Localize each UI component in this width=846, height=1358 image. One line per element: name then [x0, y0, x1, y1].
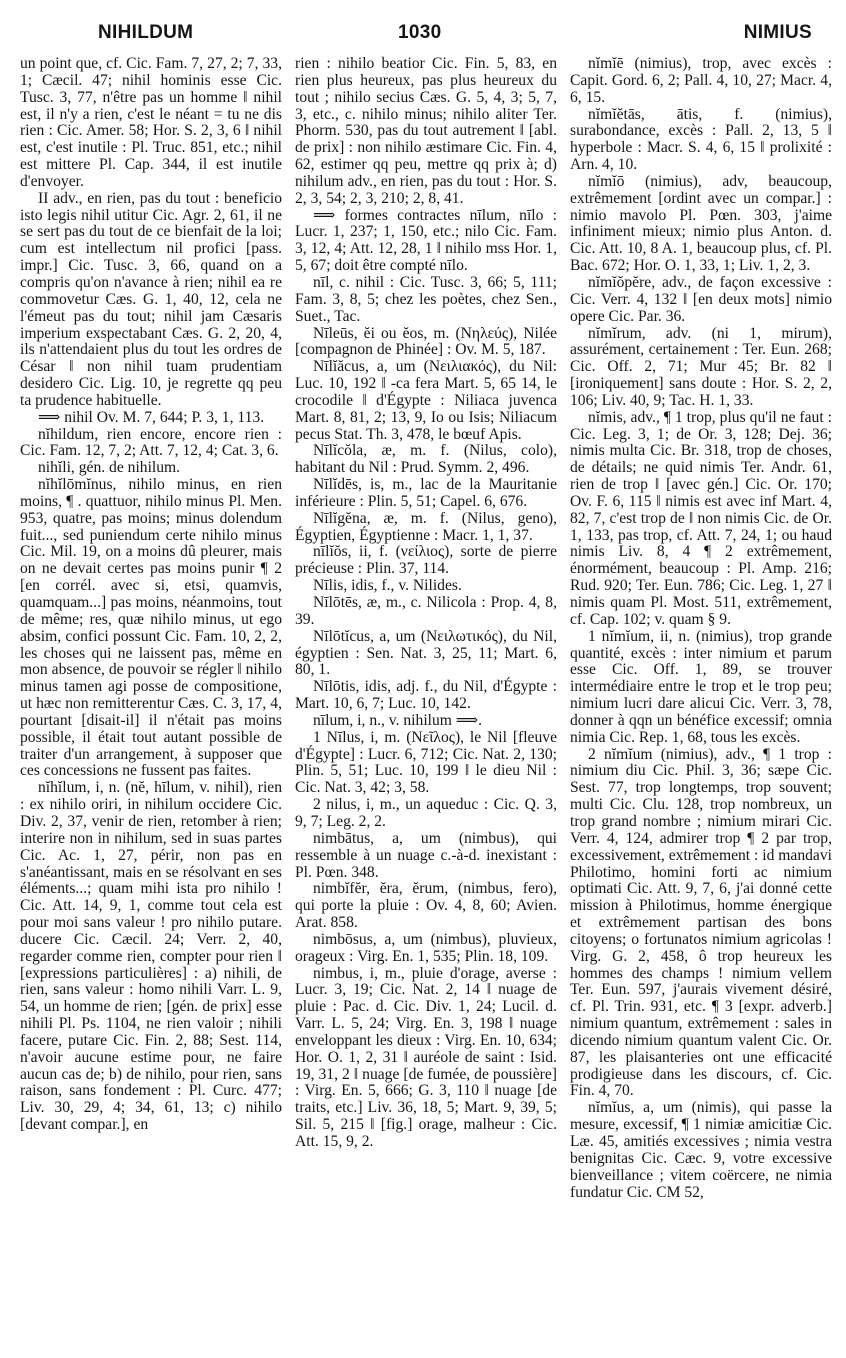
dictionary-entry: II adv., en rien, pas du tout : beneficio isto legis nihil utitur Cic. Agr. 2, 61, il ne se sert pas du tout de ce bienfait de la loi; cum est intellectum nil profici [pass. impr.] Cic. Tusc. 3, 66, quand on a compris qu'on n'avance à rien; nihil ea re commovetur Cæs. G. 1, 40, 12, cela ne l'émeut pas du tout; nihil jam Cæsaris imperium exspectabant Cæs. G. 2, 20, 4, ils n'attendaient plus du tout les ordres de César ‖ non nihil tuam prudentiam desidero Cic. Lig. 10, je regrette qq peu ta prudence habituelle.	[20, 189, 282, 409]
dictionary-entry: nĭhildum, rien encore, encore rien : Cic. Fam. 12, 7, 2; Att. 7, 12, 4; Cat. 3, 6.	[20, 425, 282, 460]
dictionary-entry: Nīlōtis, idis, adj. f., du Nil, d'Égypte : Mart. 10, 6, 7; Luc. 10, 142.	[295, 678, 557, 713]
dictionary-entry: nihĭli, gén. de nihilum.	[38, 459, 181, 477]
dictionary-entry: ⟹ formes contractes nīlum, nīlo : Lucr. 1, 237; 1, 150, etc.; nilo Cic. Fam. 3, 12, 4; Att. 12, 28, 1 ‖ nihilo mss Hor. 1, 5, 67; doit être compté nīlo.	[295, 206, 557, 275]
column-middle	[295, 56, 557, 1358]
dictionary-entry: nimbĭfĕr, ĕra, ĕrum, (nimbus, fero), qui porte la pluie : Ov. 4, 8, 60; Avien. Arat. 858.	[295, 880, 557, 932]
dictionary-entry: Nīleūs, ĕi ou ĕos, m. (Νηλεύς), Nilée [compagnon de Phinée] : Ov. M. 5, 187.	[295, 324, 557, 359]
dictionary-entry: Nīlĭcŏla, æ, m. f. (Nilus, colo), habitant du Nil : Prud. Symm. 2, 496.	[295, 442, 557, 477]
dictionary-entry: Nīlōtēs, æ, m., c. Nilicola : Prop. 4, 8, 39.	[295, 594, 557, 628]
dictionary-entry: 2 nĭmĭum (nimius), adv., ¶ 1 trop : nimium diu Cic. Phil. 3, 36; sæpe Cic. Sest. 77, trop longtemps, trop souvent; multi Cic. Clu. 128, trop nombreux, un trop grand nombre ; nimium mirari Cic. Verr. 4, 124, admirer trop ¶ 2 par trop, excessivement, extrêmement : id mandavi Philotimo, homini forti ac nimium optimati Cic. Att. 9, 7, 6, j'ai donné cette mission à Philotimus, homme énergique et extrêmement partisan des bons citoyens; o fortunatos nimium agricolas ! Virg. G. 2, 458, ô trop heureux les hommes des champs ! nimium vellem Ter. Eun. 597, j'aurais vivement désiré, cf. Pl. Trin. 931, etc. ¶ 3 [expr. adverb.] nimium quantum, extrêmement : sales in dicendo nimium quantum valent Cic. Or. 87, les plaisanteries ont une efficacité prodigieuse dans les discours, cf. Cic. Fin. 4, 70.	[570, 745, 832, 1100]
dictionary-entry: nĭhĭlōmĭnus, nihilo minus, en rien moins, ¶ . quattuor, nihilo minus Pl. Men. 953, quatre, pas moins; minus dolendum fuit..., sed puniendum certe nihilo minus Cic. Mil. 19, on a moins dû pleurer, mais on ne devait certes pas moins punir ¶ 2 [en corrél. avec si, etsi, quamvis, quamquam...] pas moins, néanmoins, tout de même; res, quæ nihilo minus, ut ego absim, confici possunt Cic. Fam. 10, 2, 2, les choses qui ne laissent pas, même en mon absence, de pouvoir se régler ‖ nihilo minus tamen agi posse de compositione, ut hæc non remitterentur Cæs. C. 3, 17, 4, pourtant [disait-il] il n'était pas moins possible, il était tout autant possible de traiter d'un arrangement, à supposer que ces concessions ne fussent pas faites.	[20, 476, 282, 780]
dictionary-entry: ⟹ nihil Ov. M. 7, 644; P. 3, 1, 113.	[38, 408, 265, 426]
dictionary-entry: nimbātus, a, um (nimbus), qui ressemble à un nuage c.-à-d. inexistant : Pl. Pœn. 348.	[295, 829, 557, 881]
page-number: 1030	[398, 22, 442, 43]
dictionary-entry: nimbus, i, m., pluie d'orage, averse : Lucr. 3, 19; Cic. Nat. 2, 14 ‖ nuage de pluie : Pac. d. Cic. Div. 1, 24; Lucil. d. Varr. L. 5, 24; Virg. En. 3, 198 ‖ nuage enveloppant les dieux : Virg. En. 10, 634; Hor. O. 1, 2, 31 ‖ auréole de saint : Isid. 19, 31, 2 ‖ nuage [de fumée, de poussière] : Virg. En. 5, 666; G. 3, 110 ‖ nuage [de traits, etc.] Liv. 36, 18, 5; Mart. 9, 39, 5; Sil. 5, 215 ‖ [fig.] orage, malheur : Cic. Att. 15, 9, 2.	[295, 964, 557, 1150]
dictionary-entry: Nīlĭdēs, is, m., lac de la Mauritanie inférieure : Plin. 5, 51; Capel. 6, 676.	[295, 476, 557, 510]
text-columns	[20, 56, 832, 1358]
dictionary-entry: nĭmĭŏpĕre, adv., de façon excessive : Cic. Verr. 4, 132 ‖ [en deux mots] nimio opere Cic. Par. 36.	[570, 273, 832, 325]
dictionary-entry: nīl, c. nihil : Cic. Tusc. 3, 66; 5, 111; Fam. 3, 8, 5; chez les poètes, chez Sen., Suet., Tac.	[295, 273, 557, 325]
dictionary-entry: Nīlĭăcus, a, um (Νειλιακός), du Nil: Luc. 10, 192 ‖ -ca fera Mart. 5, 65 14, le crocodile ‖ d'Égypte : Niliaca juvenca Mart. 8, 81, 2; 13, 9, Io ou Isis; Niliacum pecus Stat. Th. 3, 478, le bœuf Apis.	[295, 358, 557, 443]
dictionary-entry: nīlĭŏs, ii, f. (νείλιος), sorte de pierre précieuse : Plin. 37, 114.	[295, 543, 557, 578]
dictionary-entry: nimbōsus, a, um (nimbus), pluvieux, orageux : Virg. En. 1, 535; Plin. 18, 109.	[295, 930, 557, 965]
dictionary-entry: nĭmĭus, a, um (nimis), qui passe la mesure, excessif, ¶ 1 nimiæ amicitiæ Cic. Læ. 45, amitiés excessives ; nimia vestra benignitas Cic. Cæc. 9, votre excessive bienveillance ; vitem coërcere, ne nimia fundatur Cic. CM 52,	[570, 1099, 832, 1201]
column-left	[20, 56, 282, 1358]
dictionary-entry: nīlum, i, n., v. nihilum ⟹.	[313, 711, 483, 729]
dictionary-entry: nĭmĭrum, adv. (ni 1, mirum), assurément, certainement : Ter. Eun. 268; Cic. Off. 2, 71; Mur 45; Br. 82 ‖ [ironiquement] sans doute : Hor. S. 2, 2, 106; Liv. 40, 9; Tac. H. 1, 33.	[570, 324, 832, 409]
dictionary-entry: Nīlĭgĕna, æ, m. f. (Nilus, geno), Égyptien, Égyptienne : Macr. 1, 1, 37.	[295, 509, 557, 544]
header-right-guide-word: NIMIUS	[743, 22, 812, 43]
dictionary-entry: 1 Nīlus, i, m. (Νεῖλος), le Nil [fleuve d'Égypte] : Lucr. 6, 712; Cic. Nat. 2, 130; Plin. 5, 51; Luc. 10, 199 ‖ le dieu Nil : Cic. Nat. 3, 42; 3, 58.	[295, 728, 557, 797]
dictionary-entry: nĭmĭō (nimius), adv, beaucoup, extrêmement [ordint avec un compar.] : nimio mavolo Pl. Pœn. 303, j'aime infiniment mieux; nimio plus Anton. d. Cic. Att. 10, 8 A. 1, beaucoup plus, cf. Pl. Bac. 672; Hor. O. 1, 33, 1; Liv. 1, 2, 3.	[570, 172, 832, 275]
dictionary-entry: 1 nĭmĭum, ii, n. (nimius), trop grande quantité, excès : inter nimium et parum esse Cic. Off. 1, 89, se trouver intermédiaire entre le trop et le trop peu; nimium lucri dare alicui Cic. Verr. 3, 78, donner à qqn un bénéfice excessif; omnia nimia Cic. Rep. 1, 68, tous les excès.	[570, 627, 832, 746]
dictionary-entry: Nīlis, idis, f., v. Nilides.	[313, 577, 462, 595]
dictionary-entry: nĭmĭĕtās, ātis, f. (nimius), surabondance, excès : Pall. 2, 13, 5 ‖ hyperbole : Macr. S. 4, 6, 15 ‖ prolixité : Arn. 4, 10.	[570, 105, 832, 174]
dictionary-entry: nĭmĭē (nimius), trop, avec excès : Capit. Gord. 6, 2; Pall. 4, 10, 27; Macr. 4, 6, 15.	[570, 56, 832, 106]
dictionary-entry: rien : nihilo beatior Cic. Fin. 5, 83, en rien plus heureux, pas plus heureux du tout ; nihilo secius Cæs. G. 5, 4, 3; 5, 7, 3, etc., c. nihilo minus; nihilo aliter Ter. Phorm. 530, pas du tout autrement ‖ [abl. de prix] : non nihilo æstimare Cic. Fin. 4, 62, estimer qq peu, mettre qq prix à; d) nihilum adv., en rien, pas du tout : Hor. S. 2, 3, 54; 2, 3, 210; 2, 8, 41.	[295, 56, 557, 207]
dictionary-entry: nĭmis, adv., ¶ 1 trop, plus qu'il ne faut : Cic. Leg. 3, 1; de Or. 3, 128; Dej. 36; nimis multa Cic. Br. 318, trop de choses, de détails; ne quid nimis Ter. Andr. 61, rien de trop ‖ [avec gén.] Cic. Or. 170; Ov. F. 6, 115 ‖ nimis est avec inf Mart. 4, 82, 7, c'est trop de ‖ non nimis Cic. de Or. 1, 133, pas trop, cf. Att. 7, 24, 1; ou haud nimis Liv. 8, 4 ¶ 2 extrêmement, énormément, beaucoup : Pl. Amp. 216; Rud. 920; Ter. Eun. 786; Cic. Leg. 1, 27 ‖ nimis quam Pl. Most. 511, extrêmement, cf. Cap. 102; v. quam § 9.	[570, 408, 832, 628]
dictionary-entry: 2 nilus, i, m., un aqueduc : Cic. Q. 3, 9, 7; Leg. 2, 2.	[295, 796, 557, 830]
dictionary-entry: nĭhĭlum, i, n. (nĕ, hīlum, v. nihil), rien : ex nihilo oriri, in nihilum occidere Cic. Div. 2, 37, venir de rien, retomber à rien; interire non in nihilum, sed in suas partes Cic. Ac. 1, 27, périr, non pas en s'anéantissant, mais en se résolvant en ses éléments...; quam mihi ista pro nihilo ! Cic. Att. 14, 9, 1, comme tout cela est pour moi sans valeur ! pro nihilo putare. ducere Cic. Cæcil. 24; Verr. 2, 40, regarder comme rien, compter pour rien ‖ [expressions particulières] : a) nihili, de rien, sans valeur : homo nihili Varr. L. 9, 54, un homme de rien; [gén. de prix] esse nihili Pl. Ps. 1104, ne rien valoir ; nihili facere, putare Cic. Fin. 2, 88; Sest. 114, n'avoir aucune estime pour, ne faire aucun cas de; b) de nihilo, pour rien, sans raison, sans fondement : Pl. Curc. 477; Liv. 30, 29, 4; 34, 61, 13; c) nihilo [devant compar.], en	[20, 779, 282, 1134]
running-header	[20, 22, 832, 56]
dictionary-entry: un point que, cf. Cic. Fam. 7, 27, 2; 7, 33, 1; Cæcil. 47; nihil hominis esse Cic. Tusc. 3, 77, n'être pas un homme ‖ nihil est, il n'y a rien, c'est le néant = tu ne dis rien : Cic. Amer. 58; Hor. S. 2, 3, 6 ‖ nihil est, c'est inutile : Pl. Truc. 851, etc.; nihil est mittere Pl. Cap. 344, il est inutile d'envoyer.	[20, 56, 282, 190]
header-left-guide-word: NIHILDUM	[98, 22, 194, 43]
column-right	[570, 56, 832, 1358]
dictionary-entry: Nīlōtĭcus, a, um (Νειλωτικός), du Nil, égyptien : Sen. Nat. 3, 25, 11; Mart. 6, 80, 1.	[295, 627, 557, 679]
